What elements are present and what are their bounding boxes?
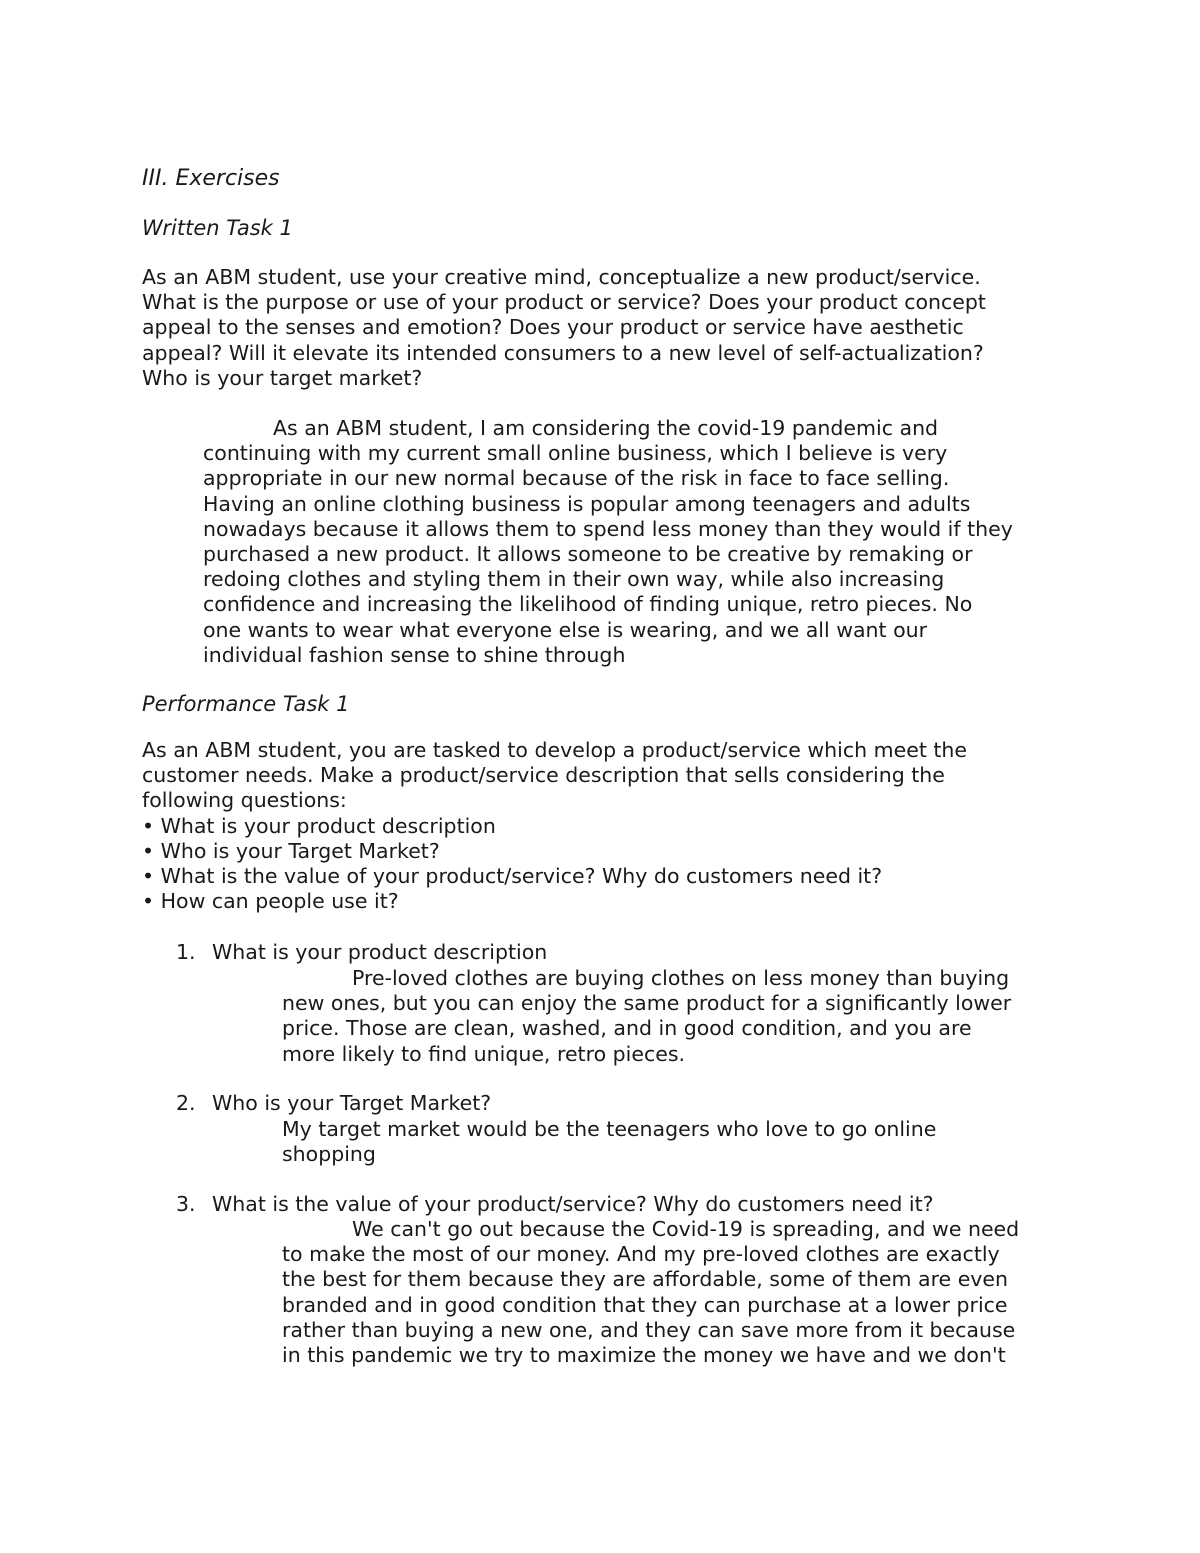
answer-line: As an ABM student, I am considering the covid-19 pandemic and <box>273 416 939 440</box>
answer-line: redoing clothes and styling them in their own way, while also increasing <box>203 567 945 592</box>
question-text: What is the value of your product/service? Why do customers need it? <box>212 1192 934 1216</box>
written-task-heading: Written Task 1 <box>142 216 293 240</box>
question-text: Who is your Target Market? <box>212 1091 492 1115</box>
performance-task-prompt <box>142 738 1082 914</box>
question-number: 2. <box>176 1091 196 1115</box>
answer-line: purchased a new product. It allows someone to be creative by remaking or <box>203 541 973 566</box>
written-task-prompt <box>142 265 1082 391</box>
answer-line: nowadays because it allows them to spend less money than they would if they <box>203 516 1013 541</box>
answer-3 <box>282 1217 1102 1368</box>
answer-line: My target market would be the teenagers who love to go online <box>282 1117 937 1141</box>
prompt-line: appeal? Will it elevate its intended consumers to a new level of self-actualization? <box>142 340 984 365</box>
bullet-item: • Who is your Target Market? <box>142 838 440 863</box>
answer-1 <box>282 966 1102 1067</box>
bullet-item: • What is your product description <box>142 813 496 838</box>
answer-2 <box>282 1117 1102 1167</box>
written-task-answer <box>203 416 1103 668</box>
question-2 <box>176 1091 491 1116</box>
prompt-line: following questions: <box>142 788 347 813</box>
answer-line: Having an online clothing business is popular among teenagers and adults <box>203 491 971 516</box>
prompt-line: As an ABM student, you are tasked to develop a product/service which meet the <box>142 738 968 762</box>
answer-line: to make the most of our money. And my pre-loved clothes are exactly <box>282 1242 1000 1267</box>
answer-line: individual fashion sense to shine through <box>203 642 626 667</box>
answer-line: new ones, but you can enjoy the same product for a significantly lower <box>282 991 1012 1016</box>
section-title: III. Exercises <box>142 166 280 191</box>
answer-line: rather than buying a new one, and they can save more from it because <box>282 1317 1016 1342</box>
answer-line: Pre-loved clothes are buying clothes on less money than buying <box>352 966 1010 990</box>
question-number: 1. <box>176 940 196 964</box>
performance-task-heading: Performance Task 1 <box>142 692 350 716</box>
question-number: 3. <box>176 1192 196 1216</box>
bullet-item: • How can people use it? <box>142 889 399 914</box>
answer-line: We can't go out because the Covid-19 is spreading, and we need <box>352 1217 1020 1241</box>
prompt-line: What is the purpose or use of your product or service? Does your product concept <box>142 290 986 315</box>
bullet-item: • What is the value of your product/service? Why do customers need it? <box>142 863 883 888</box>
prompt-line: Who is your target market? <box>142 365 423 390</box>
answer-line: continuing with my current small online business, which I believe is very <box>203 441 948 466</box>
question-text: What is your product description <box>212 940 548 964</box>
answer-line: appropriate in our new normal because of the risk in face to face selling. <box>203 466 950 491</box>
answer-line: shopping <box>282 1142 376 1167</box>
answer-line: one wants to wear what everyone else is wearing, and we all want our <box>203 617 928 642</box>
prompt-line: As an ABM student, use your creative mind, conceptualize a new product/service. <box>142 265 981 289</box>
prompt-line: customer needs. Make a product/service description that sells considering the <box>142 763 945 788</box>
prompt-line: appeal to the senses and emotion? Does your product or service have aesthetic <box>142 315 964 340</box>
question-3 <box>176 1192 933 1217</box>
answer-line: in this pandemic we try to maximize the money we have and we don't <box>282 1342 1006 1367</box>
answer-line: more likely to find unique, retro pieces. <box>282 1041 686 1066</box>
answer-line: confidence and increasing the likelihood of finding unique, retro pieces. No <box>203 592 973 617</box>
question-1 <box>176 940 547 965</box>
answer-line: branded and in good condition that they can purchase at a lower price <box>282 1292 1008 1317</box>
answer-line: price. Those are clean, washed, and in good condition, and you are <box>282 1016 972 1041</box>
answer-line: the best for them because they are affordable, some of them are even <box>282 1267 1009 1292</box>
